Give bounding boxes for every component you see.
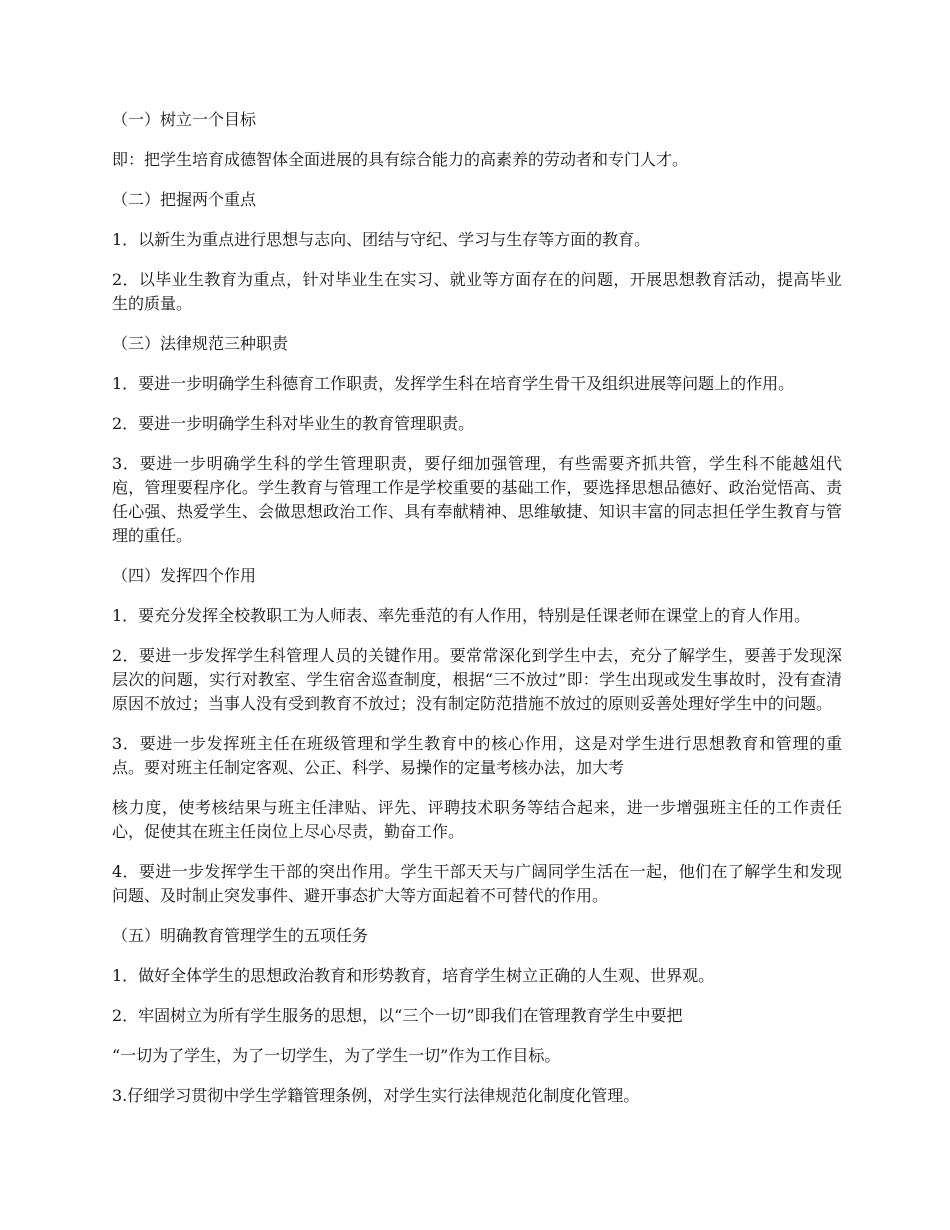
list-item: 1．做好全体学生的思想政治教育和形势教育，培育学生树立正确的人生观、世界观。 (112, 966, 715, 985)
heading-5: （五）明确教育管理学生的五项任务 (112, 926, 369, 945)
list-item: 2．牢固树立为所有学生服务的思想，以“三个一切”即我们在管理教育学生中要把 (112, 1006, 683, 1025)
heading-3: （三）法律规范三种职责 (112, 334, 289, 353)
list-item: 1．要充分发挥全校教职工为人师表、率先垂范的有人作用，特别是任课老师在课堂上的育人作用。 (112, 606, 811, 625)
heading-1: （一）树立一个目标 (112, 110, 257, 129)
list-item: 1．要进一步明确学生科德育工作职责，发挥学生科在培育学生骨干及组织进展等问题上的作用。 (112, 374, 795, 393)
paragraph: 即：把学生培育成德智体全面进展的具有综合能力的高素养的劳动者和专门人才。 (112, 150, 689, 169)
list-item: 2．要进一步发挥学生科管理人员的关键作用。要常常深化到学生中去，充分了解学生，要善于发现深层次的问题，实行对教室、学生宿舍巡查制度，根据“三不放过”即：学生出现或发生事故时，没有查清原因不放过；当事人没有受到教育不放过；没有制定防范措施不放过的原则妥善处理好学生中的问题。 (112, 646, 842, 713)
document-body (112, 108, 842, 1124)
list-item: 3.仔细学习贯彻中学生学籍管理条例，对学生实行法律规范化制度化管理。 (112, 1086, 640, 1105)
heading-4: （四）发挥四个作用 (112, 566, 257, 585)
list-item: 2．以毕业生教育为重点，针对毕业生在实习、就业等方面存在的问题，开展思想教育活动，提高毕业生的质量。 (112, 270, 842, 313)
paragraph-continuation: “一切为了学生，为了一切学生，为了学生一切”作为工作目标。 (112, 1046, 561, 1065)
heading-2: （二）把握两个重点 (112, 190, 257, 209)
list-item: 2．要进一步明确学生科对毕业生的教育管理职责。 (112, 414, 475, 433)
list-item: 4．要进一步发挥学生干部的突出作用。学生干部天天与广阔同学生活在一起，他们在了解学生和发现问题、及时制止突发事件、避开事态扩大等方面起着不可替代的作用。 (112, 862, 842, 905)
list-item: 3．要进一步发挥班主任在班级管理和学生教育中的核心作用，这是对学生进行思想教育和管理的重点。要对班主任制定客观、公正、科学、易操作的定量考核办法，加大考 (112, 734, 842, 777)
list-item: 3．要进一步明确学生科的学生管理职责，要仔细加强管理，有些需要齐抓共管，学生科不能越俎代庖，管理要程序化。学生教育与管理工作是学校重要的基础工作，要选择思想品德好、政治觉悟高、责任心强、热爱学生、会做思想政治工作、具有奉献精神、思维敏捷、知识丰富的同志担任学生教育与管理的重任。 (112, 454, 842, 545)
list-item: 1．以新生为重点进行思想与志向、团结与守纪、学习与生存等方面的教育。 (112, 230, 651, 249)
paragraph-continuation: 核力度，使考核结果与班主任津贴、评先、评聘技术职务等结合起来，进一步增强班主任的工作责任心，促使其在班主任岗位上尽心尽责，勤奋工作。 (112, 798, 842, 841)
